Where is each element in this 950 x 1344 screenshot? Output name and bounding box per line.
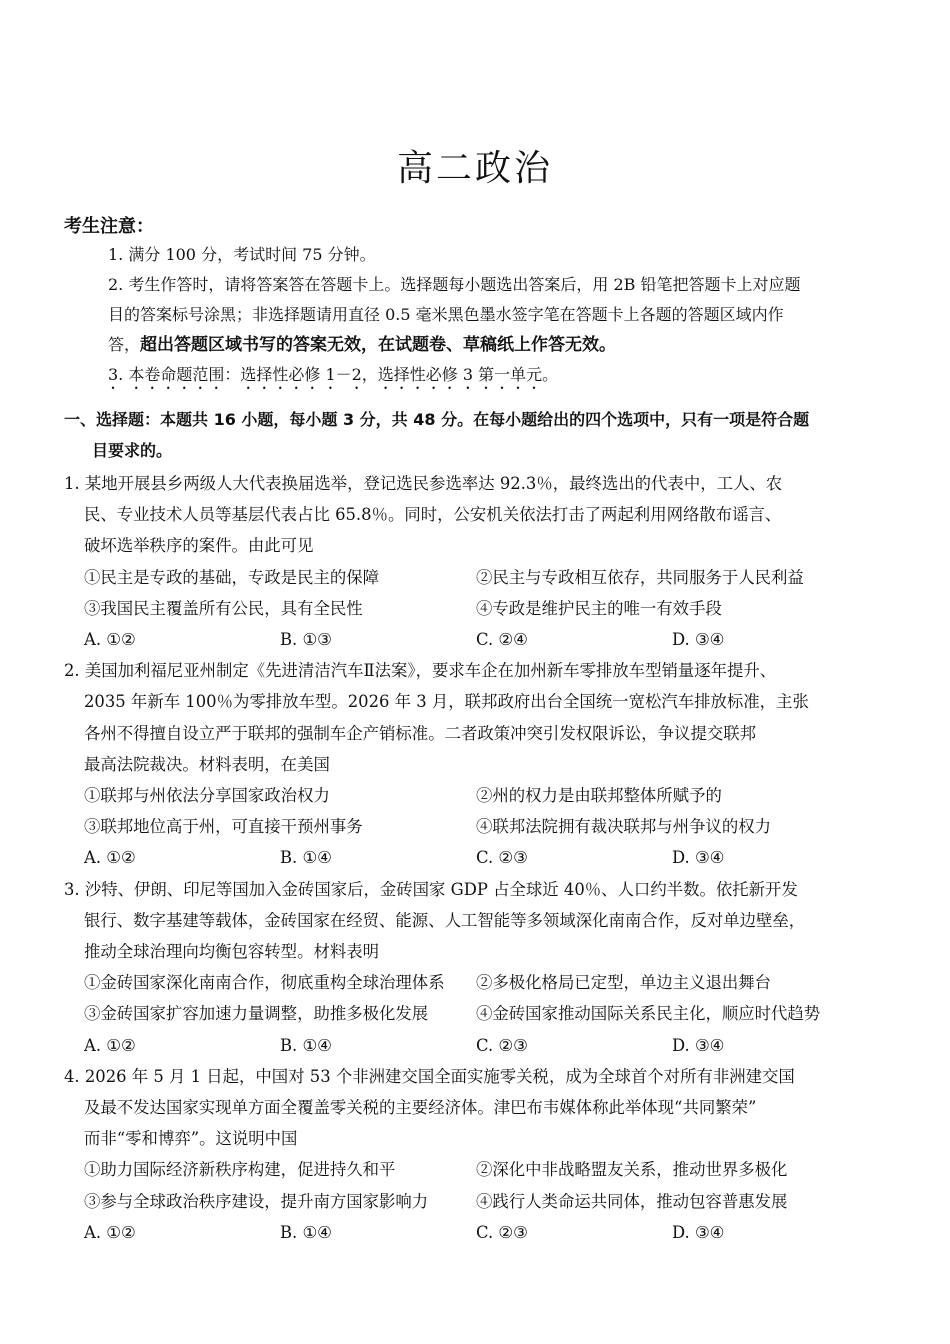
answer-choice: C. ②④ [476, 630, 528, 650]
statement-option: ①金砖国家深化南南合作，彻底重构全球治理体系 [84, 973, 445, 993]
option-row [64, 562, 890, 593]
option-row [64, 811, 890, 842]
question-stem-line: 2. 美国加利福尼亚州制定《先进清洁汽车Ⅱ法案》，要求车企在加州新车零排放车型销量逐年提升、 [64, 661, 777, 681]
answer-choice: B. ①④ [280, 848, 332, 868]
statement-option: ④践行人类命运共同体，推动包容普惠发展 [476, 1191, 788, 1211]
statement-option: ②多极化格局已定型，单边主义退出舞台 [476, 973, 772, 993]
answer-choice: C. ②③ [476, 1222, 528, 1242]
statement-option: ②深化中非战略盟友关系，推动世界多极化 [476, 1160, 788, 1180]
option-row [64, 1154, 890, 1185]
statement-option: ③我国民主覆盖所有公民，具有全民性 [84, 598, 363, 618]
section-lead-cont: 目要求的。 [92, 441, 173, 460]
statement-option: ③金砖国家扩容加速力量调整，助推多极化发展 [84, 1004, 429, 1024]
question-stem-line: 最高法院裁决。材料表明，在美国 [84, 754, 330, 774]
question-stem-line: 各州不得擅自设立严于联邦的强制车企产销标准。二者政策冲突引发权限诉讼，争议提交联邦 [84, 723, 757, 743]
option-row [64, 998, 890, 1029]
statement-option: ①助力国际经济新秩序构建，促进持久和平 [84, 1160, 396, 1180]
answer-choices [64, 1217, 890, 1248]
answer-choices [64, 624, 890, 655]
statement-option: ④专政是维护民主的唯一有效手段 [476, 598, 722, 618]
statement-option: ④金砖国家推动国际关系民主化，顺应时代趋势 [476, 1004, 821, 1024]
option-row [64, 967, 890, 998]
question-stem-line: 3. 沙特、伊朗、印尼等国加入金砖国家后，金砖国家 GDP 占全球近 40％、人口约半数。依托新开发 [64, 879, 798, 899]
question-3 [64, 874, 890, 1061]
answer-choice: D. ③④ [672, 630, 725, 650]
question-stem-line: 2035 年新车 100％为零排放车型。2026 年 3 月，联邦政府出台全国统一宽松汽车排放标准，主张 [84, 692, 809, 712]
answer-choices [64, 1030, 890, 1061]
notice-item-2-line-1: 2. 考生作答时，请将答案答在答题卡上。选择题每小题选出答案后，用 2B 铅笔把答题卡上对应题 [108, 275, 801, 294]
answer-choice: A. ①② [84, 848, 136, 868]
question-2 [64, 655, 890, 873]
statement-option: ②州的权力是由联邦整体所赋予的 [476, 786, 722, 806]
answer-choice: D. ③④ [672, 1035, 725, 1055]
statement-option: ③参与全球政治秩序建设，提升南方国家影响力 [84, 1191, 429, 1211]
question-stem-line: 破坏选举秩序的案件。由此可见 [84, 536, 314, 556]
statement-option: ①民主是专政的基础，专政是民主的保障 [84, 567, 380, 587]
question-stem-line: 4. 2026 年 5 月 1 日起，中国对 53 个非洲建交国全面实施零关税，成为全球首个对所有非洲建交国 [64, 1066, 795, 1086]
question-stem-line: 而非“零和博弈”。这说明中国 [84, 1129, 298, 1149]
answer-choice: A. ①② [84, 1035, 136, 1055]
question-list [64, 468, 890, 1248]
option-row [64, 593, 890, 624]
statement-option: ④联邦法院拥有裁决联邦与州争议的权力 [476, 817, 772, 837]
answer-choice: D. ③④ [672, 848, 725, 868]
notice-item-2-emphasis: 超出答题区域书写的答案无效，在试题卷、草稿纸上作答无效。 [140, 335, 617, 355]
answer-choice: D. ③④ [672, 1222, 725, 1242]
notice-item-2-line-2: 目的答案标号涂黑；非选择题请用直径 0.5 毫米黑色墨水签字笔在答题卡上各题的答题区域内作 [108, 305, 784, 324]
notice-item-1: 1. 满分 100 分，考试时间 75 分钟。 [108, 245, 376, 264]
notice-item-2-line-3 [108, 330, 898, 360]
section-lead: 一、选择题：本题共 16 小题，每小题 3 分，共 48 分。在每小题给出的四个选项中，只有一项是符合题 [64, 410, 810, 429]
question-stem-line: 民、专业技术人员等基层代表占比 65.8％。同时，公安机关依法打击了两起利用网络散布谣言、 [84, 505, 782, 525]
question-1 [64, 468, 890, 655]
notice-list [108, 240, 898, 393]
answer-choice: C. ②③ [476, 848, 528, 868]
answer-choices [64, 842, 890, 873]
notice-item-2-prefix: 答， [108, 335, 141, 354]
question-4 [64, 1061, 890, 1248]
question-stem-line: 1. 某地开展县乡两级人大代表换届选举，登记选民参选率达 92.3％，最终选出的代表中，工人、农 [64, 474, 783, 493]
page-title: 高二政治 [396, 148, 553, 189]
question-stem-line: 及最不发达国家实现单方面全覆盖零关税的主要经济体。津巴布韦媒体称此举体现“共同繁荣” [84, 1098, 757, 1118]
notice-heading: 考生注意： [64, 216, 154, 237]
statement-option: ③联邦地位高于州，可直接干预州事务 [84, 817, 363, 837]
answer-choice: B. ①③ [280, 630, 332, 650]
answer-choice: C. ②③ [476, 1035, 528, 1055]
question-stem-line: 银行、数字基建等载体，金砖国家在经贸、能源、人工智能等多领域深化南南合作，反对单边壁垒， [84, 910, 806, 930]
answer-choice: B. ①④ [280, 1222, 332, 1242]
statement-option: ②民主与专政相互依存，共同服务于人民利益 [476, 567, 804, 587]
option-row [64, 780, 890, 811]
answer-choice: B. ①④ [280, 1035, 332, 1055]
question-stem-line: 推动全球治理向均衡包容转型。材料表明 [84, 942, 380, 962]
option-row [64, 1186, 890, 1217]
answer-choice: A. ①② [84, 630, 136, 650]
notice-item-3: 3. 本卷命题范围：选择性必修 1－2，选择性必修 3 第一单元。 [108, 365, 559, 384]
section-heading [64, 404, 894, 466]
statement-option: ①联邦与州依法分享国家政治权力 [84, 786, 330, 806]
answer-choice: A. ①② [84, 1222, 136, 1242]
